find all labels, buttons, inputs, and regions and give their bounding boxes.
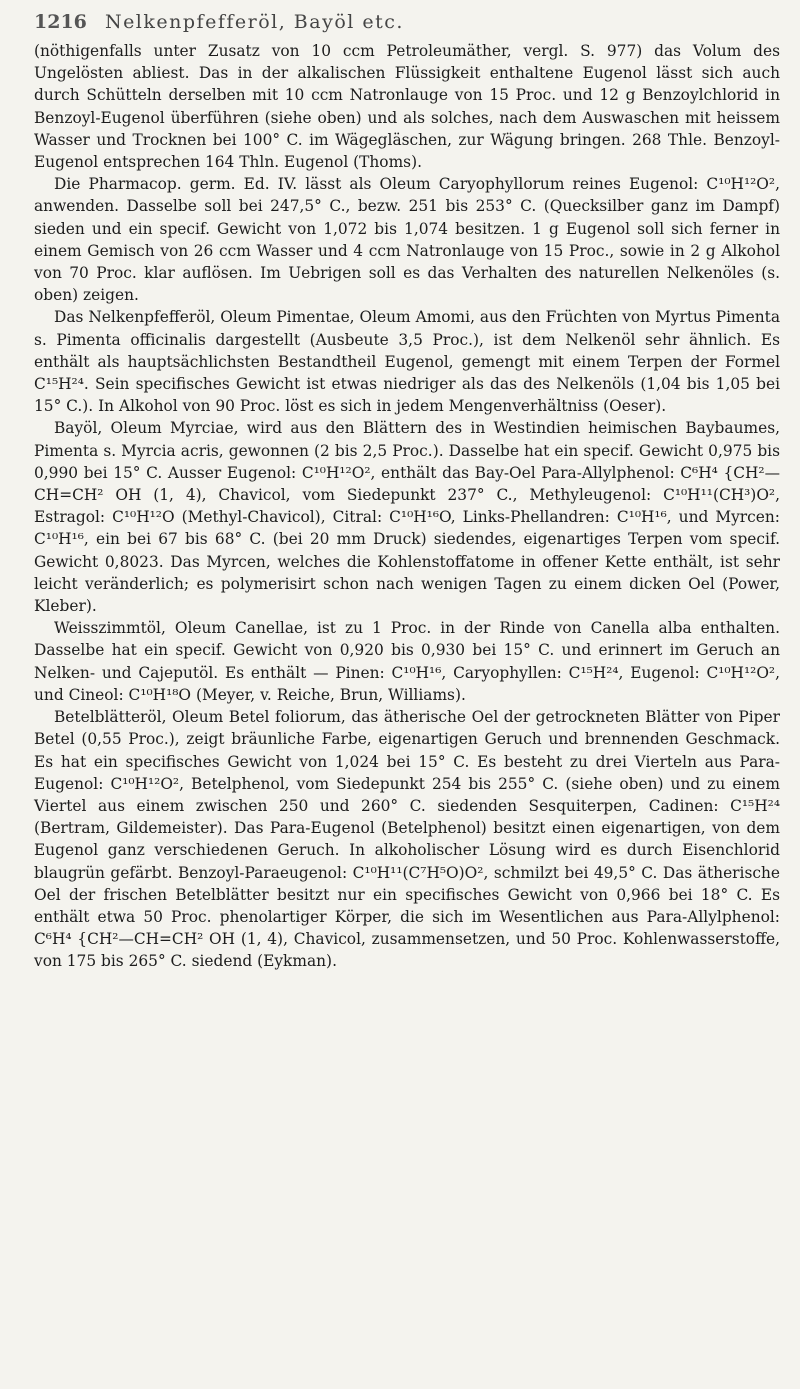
running-head: Nelkenpfefferöl, Bayöl etc. <box>104 11 404 33</box>
paragraph-5: Weisszimmtöl, Oleum Canellae, ist zu 1 Proc. in der Rinde von Canella alba enthalten. Dasselbe hat ein specif. Gewicht von 0,920 bis 0,930 bei 15° C. und erinnert im Geruch an Nelken- und Cajeputöl. Es enthält — Pinen: C¹⁰H¹⁶, Caryophyllen: C¹⁵H²⁴, Eugenol: C¹⁰H¹²O², und Cineol: C¹⁰H¹⁸O (Meyer, v. Reiche, Brun, Williams). <box>34 619 780 704</box>
page-header <box>34 10 760 34</box>
paragraph-3: Das Nelkenpfefferöl, Oleum Pimentae, Oleum Amomi, aus den Früchten von Myrtus Pimenta s. Pimenta officinalis dargestellt (Ausbeute 3,5 Proc.), ist dem Nelkenöl sehr ähnlich. Es enthält als hauptsächlichsten Bestandtheil Eugenol, gemengt mit einem Terpen der Formel C¹⁵H²⁴. Sein specifisches Gewicht ist etwas niedriger als das des Nelkenöls (1,04 bis 1,05 bei 15° C.). In Alkohol von 90 Proc. löst es sich in jedem Mengenverhältniss (Oeser). <box>34 308 780 416</box>
paragraph-2: Die Pharmacop. germ. Ed. IV. lässt als Oleum Caryophyllorum reines Eugenol: C¹⁰H¹²O², anwenden. Dasselbe soll bei 247,5° C., bezw. 251 bis 253° C. (Quecksilber ganz im Dampf) sieden und ein specif. Gewicht von 1,072 bis 1,074 besitzen. 1 g Eugenol soll sich ferner in einem Gemisch von 26 ccm Wasser und 4 ccm Natronlauge von 15 Proc., sowie in 2 g Alkohol von 70 Proc. klar auflösen. Im Uebrigen soll es das Verhalten des naturellen Nelkenöles (s. oben) zeigen. <box>34 175 780 305</box>
paragraph-4: Bayöl, Oleum Myrciae, wird aus den Blättern des in Westindien heimischen Baybaumes, Pimenta s. Myrcia acris, gewonnen (2 bis 2,5 Proc.). Dasselbe hat ein specif. Gewicht 0,975 bis 0,990 bei 15° C. Ausser Eugenol: C¹⁰H¹²O², enthält das Bay-Oel Para-Allylphenol: C⁶H⁴ {CH²—CH=CH² OH (1, 4), Chavicol, vom Siedepunkt 237° C., Methyleugenol: C¹⁰H¹¹(CH³)O², Estragol: C¹⁰H¹²O (Methyl-Chavicol), Citral: C¹⁰H¹⁶O, Links-Phellandren: C¹⁰H¹⁶, und Myrcen: C¹⁰H¹⁶, ein bei 67 bis 68° C. (bei 20 mm Druck) siedendes, eigenartiges Terpen vom specif. Gewicht 0,8023. Das Myrcen, welches die Kohlenstoffatome in offener Kette enthält, ist sehr leicht veränderlich; es polymerisirt schon nach wenigen Tagen zu einem dicken Oel (Power, Kleber). <box>34 419 780 616</box>
paragraph-1: (nöthigenfalls unter Zusatz von 10 ccm Petroleumäther, vergl. S. 977) das Volum des Ungelösten abliest. Das in der alkalischen Flüssigkeit enthaltene Eugenol lässt sich auch durch Schütteln derselben mit 10 ccm Natronlauge von 15 Proc. und 12 g Benzoylchlorid in Benzoyl-Eugenol überführen (siehe oben) und als solches, nach dem Auswaschen mit heissem Wasser und Trocknen bei 100° C. im Wägegläschen, zur Wägung bringen. 268 Thle. Benzoyl-Eugenol entsprechen 164 Thln. Eugenol (Thoms). <box>34 42 780 172</box>
page-body <box>34 40 780 973</box>
paragraph-6: Betelblätteröl, Oleum Betel foliorum, das ätherische Oel der getrockneten Blätter von Piper Betel (0,55 Proc.), zeigt bräunliche Farbe, eigenartigen Geruch und brennenden Geschmack. Es hat ein specifisches Gewicht von 1,024 bei 15° C. Es besteht zu drei Vierteln aus Para-Eugenol: C¹⁰H¹²O², Betelphenol, vom Siedepunkt 254 bis 255° C. (siehe oben) und zu einem Viertel aus einem zwischen 250 und 260° C. siedenden Sesquiterpen, Cadinen: C¹⁵H²⁴ (Bertram, Gildemeister). Das Para-Eugenol (Betelphenol) besitzt einen eigenartigen, von dem Eugenol ganz verschiedenen Geruch. In alkoholischer Lösung wird es durch Eisenchlorid blaugrün gefärbt. Benzoyl-Paraeugenol: C¹⁰H¹¹(C⁷H⁵O)O², schmilzt bei 49,5° C. Das ätherische Oel der frischen Betelblätter besitzt nur ein specifisches Gewicht von 0,966 bei 18° C. Es enthält etwa 50 Proc. phenolartiger Körper, die sich im Wesentlichen aus Para-Allylphenol: C⁶H⁴ {CH²—CH=CH² OH (1, 4), Chavicol, zusammensetzen, und 50 Proc. Kohlenwasserstoffe, von 175 bis 265° C. siedend (Eykman). <box>34 708 780 971</box>
page-number: 1216 <box>34 11 87 33</box>
